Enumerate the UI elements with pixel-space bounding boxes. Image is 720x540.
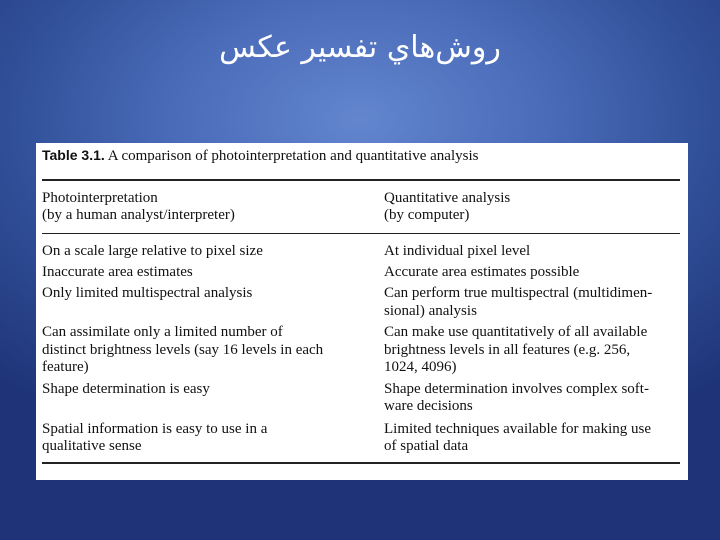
row-4-right: brightness levels in all features (e.g. 256, bbox=[384, 342, 631, 358]
row-1-left: On a scale large relative to pixel size bbox=[42, 243, 263, 259]
header-left: (by a human analyst/interpreter) bbox=[42, 207, 235, 223]
header-left: Photointerpretation bbox=[42, 190, 158, 206]
row-5-right: ware decisions bbox=[384, 398, 473, 414]
row-3-right: Can perform true multispectral (multidimen- bbox=[384, 285, 653, 301]
row-6-left: qualitative sense bbox=[42, 438, 142, 454]
row-4-right: 1024, 4096) bbox=[384, 359, 457, 375]
header-right: (by computer) bbox=[384, 207, 470, 223]
bottom-rule bbox=[42, 462, 680, 464]
row-4-right: Can make use quantitatively of all available bbox=[384, 324, 648, 340]
row-6-right: of spatial data bbox=[384, 438, 469, 454]
row-4-left: Can assimilate only a limited number of bbox=[42, 324, 283, 340]
row-3-left: Only limited multispectral analysis bbox=[42, 285, 253, 301]
slide-title: روش‌هاي تفسير عكس bbox=[219, 30, 501, 65]
row-2-right: Accurate area estimates possible bbox=[384, 264, 580, 280]
comparison-table bbox=[36, 143, 688, 480]
row-6-right: Limited techniques available for making use bbox=[384, 421, 651, 437]
caption-text: A comparison of photointerpretation and quantitative analysis bbox=[104, 148, 479, 164]
header-right: Quantitative analysis bbox=[384, 190, 511, 206]
row-4-left: feature) bbox=[42, 359, 89, 375]
header-rule bbox=[42, 233, 680, 234]
row-4-left: distinct brightness levels (say 16 levels in each bbox=[42, 342, 324, 358]
row-5-left: Shape determination is easy bbox=[42, 381, 210, 397]
row-6-left: Spatial information is easy to use in a bbox=[42, 421, 268, 437]
row-5-right: Shape determination involves complex soft- bbox=[384, 381, 649, 397]
row-1-right: At individual pixel level bbox=[384, 243, 531, 259]
caption-label: Table 3.1. bbox=[42, 147, 105, 163]
table-caption bbox=[42, 147, 478, 165]
top-rule bbox=[42, 179, 680, 181]
row-2-left: Inaccurate area estimates bbox=[42, 264, 193, 280]
row-3-right: sional) analysis bbox=[384, 303, 477, 319]
